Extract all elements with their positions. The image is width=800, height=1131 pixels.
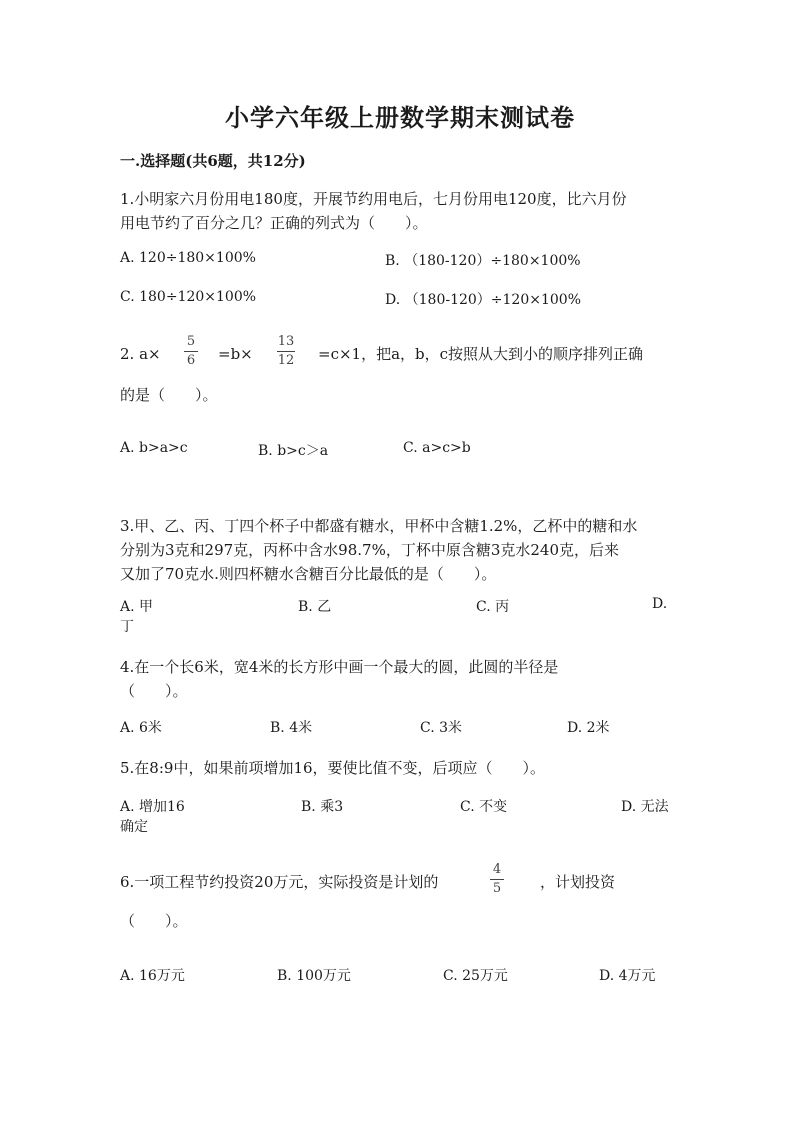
q3-option-d-wrap[interactable]: 丁 — [120, 619, 134, 635]
page-title: 小学六年级上册数学期末测试卷 — [225, 103, 575, 132]
q1-line1: 1.小明家六月份用电180度，开展节约用电后，七月份用电120度，比六月份 — [120, 190, 627, 208]
q2-option-a[interactable]: A. b>a>c — [120, 440, 188, 456]
q3-line2: 分别为3克和297克，丙杯中含水98.7%，丁杯中原含糖3克水240克，后来 — [120, 541, 620, 559]
q3-line1: 3.甲、乙、丙、丁四个杯子中都盛有糖水，甲杯中含糖1.2%，乙杯中的糖和水 — [120, 517, 638, 535]
fraction-numerator: 4 — [492, 862, 502, 877]
q1-line2: 用电节约了百分之几？正确的列式为（ ）。 — [120, 214, 428, 232]
fraction-bar — [277, 351, 295, 352]
q2-option-c[interactable]: C. a>c>b — [403, 440, 471, 456]
q2-fraction-5-6 — [184, 335, 198, 368]
fraction-denominator: 5 — [492, 881, 502, 896]
fraction-numerator: 13 — [277, 334, 295, 349]
q4-option-c[interactable]: C. 3米 — [420, 720, 463, 736]
q6-fraction-4-5 — [490, 863, 504, 896]
q3-option-a[interactable]: A. 甲 — [120, 599, 154, 615]
q5-option-b[interactable]: B. 乘3 — [301, 799, 344, 815]
q4-line1: 4.在一个长6米，宽4米的长方形中画一个最大的圆，此圆的半径是 — [120, 658, 559, 676]
q5-option-d[interactable]: D. 无法 — [621, 799, 669, 815]
q5-option-a[interactable]: A. 增加16 — [120, 799, 185, 815]
fraction-bar — [490, 879, 504, 880]
q6-option-a[interactable]: A. 16万元 — [120, 968, 185, 984]
q6-line2: （ ）。 — [120, 912, 188, 930]
q1-option-b[interactable]: B. （180-120）÷180×100% — [385, 253, 581, 269]
fraction-bar — [184, 351, 198, 352]
q4-option-d[interactable]: D. 2米 — [567, 720, 610, 736]
q1-option-d[interactable]: D. （180-120）÷120×100% — [385, 292, 582, 308]
q6-option-c[interactable]: C. 25万元 — [443, 968, 508, 984]
fraction-denominator: 12 — [277, 353, 295, 368]
section-heading: 一.选择题(共6题，共12分) — [120, 152, 306, 170]
q2-text-part3: =c×1，把a，b，c按照从大到小的顺序排列正确 — [318, 345, 644, 363]
fraction-numerator: 5 — [186, 334, 196, 349]
q2-text-part1: 2. a× — [120, 345, 161, 363]
q4-option-a[interactable]: A. 6米 — [120, 720, 162, 736]
q2-option-b[interactable]: B. b>c＞a — [258, 443, 329, 459]
q4-line2: （ ）。 — [120, 682, 188, 700]
q4-option-b[interactable]: B. 4米 — [270, 720, 313, 736]
q1-option-a[interactable]: A. 120÷180×100% — [120, 250, 256, 266]
q3-option-c[interactable]: C. 丙 — [476, 599, 510, 615]
q3-option-d[interactable]: D. — [652, 596, 668, 612]
q2-line2: 的是（ ）。 — [120, 386, 218, 404]
q6-text-part2: ，计划投资 — [540, 873, 616, 891]
q6-text-part1: 6.一项工程节约投资20万元，实际投资是计划的 — [120, 873, 439, 891]
q2-text-part2: =b× — [218, 345, 253, 363]
q3-option-b[interactable]: B. 乙 — [298, 599, 332, 615]
q2-fraction-13-12 — [277, 335, 295, 368]
q3-line3: 又加了70克水.则四杯糖水含糖百分比最低的是（ ）。 — [120, 565, 497, 583]
q6-option-d[interactable]: D. 4万元 — [599, 968, 656, 984]
q6-option-b[interactable]: B. 100万元 — [277, 968, 351, 984]
q5-option-d-wrap[interactable]: 确定 — [120, 819, 148, 835]
q1-option-c[interactable]: C. 180÷120×100% — [120, 289, 257, 305]
fraction-denominator: 6 — [186, 353, 196, 368]
q5-option-c[interactable]: C. 不变 — [460, 799, 508, 815]
q5-line1: 5.在8:9中，如果前项增加16，要使比值不变，后项应（ ）。 — [120, 759, 546, 777]
